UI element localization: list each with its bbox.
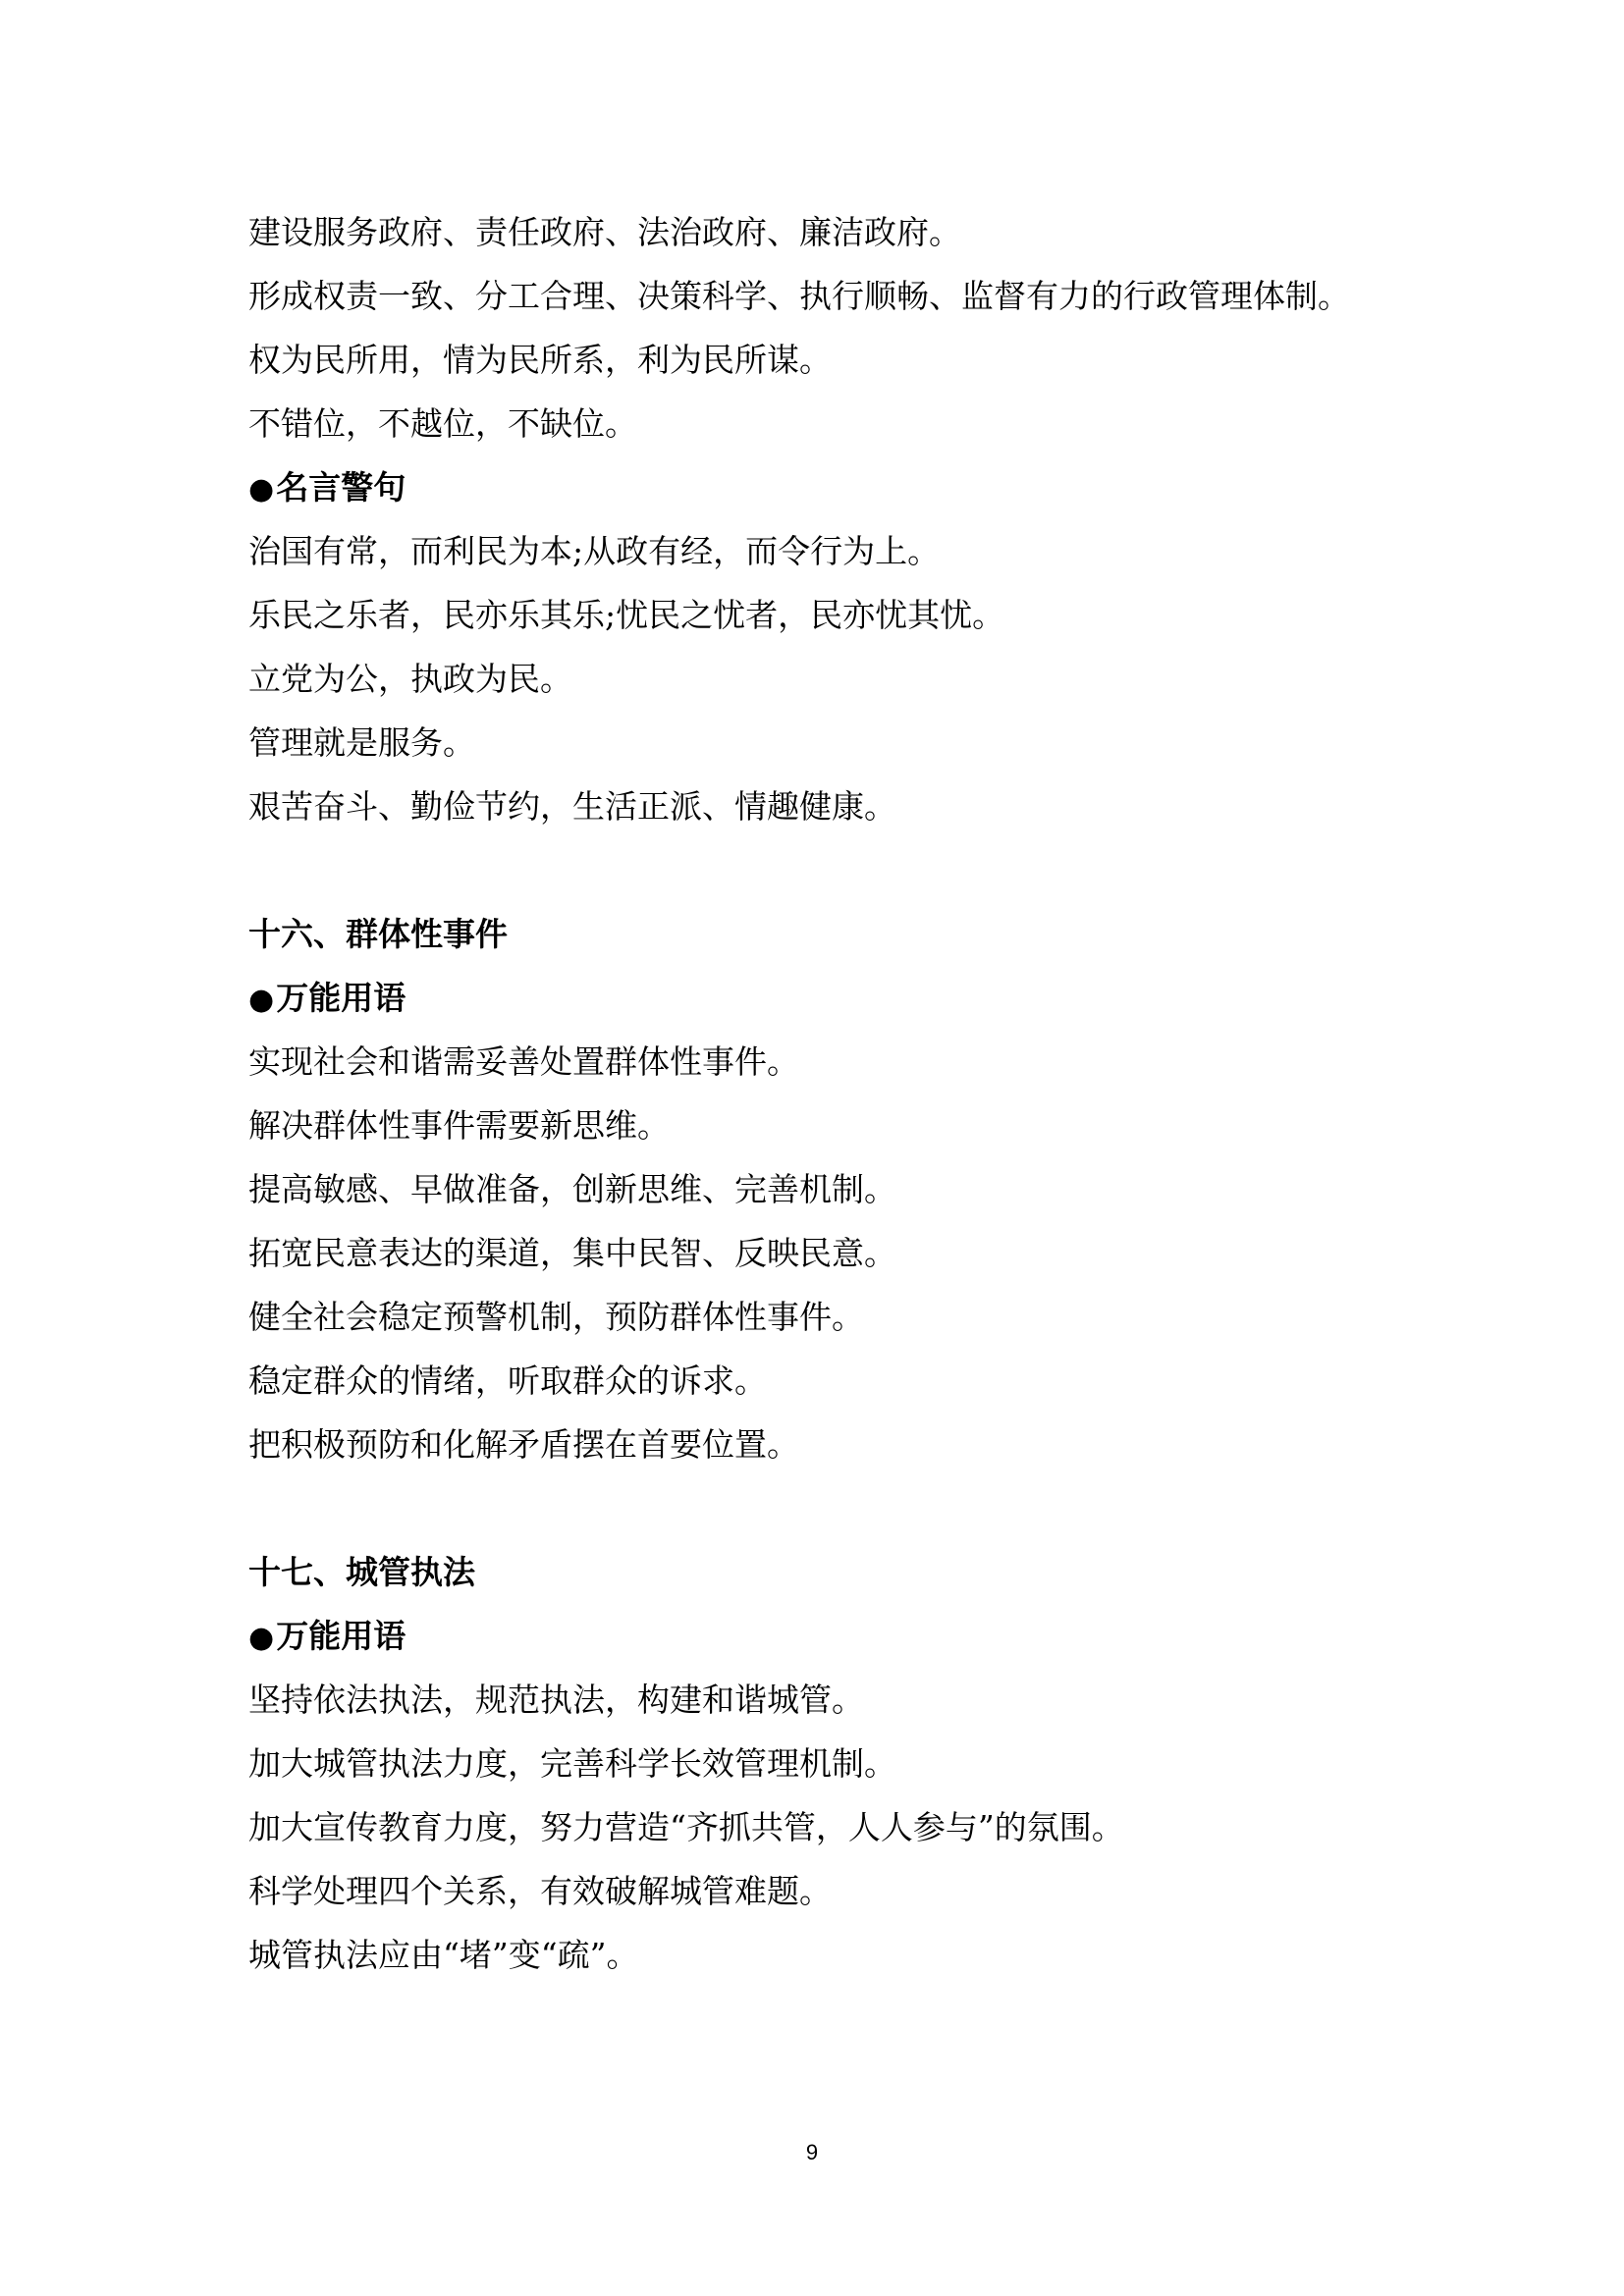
bullet-icon: ● xyxy=(248,983,275,1017)
section-spacer xyxy=(248,838,1407,902)
text-line: 权为民所用，情为民所系，利为民所谋。 xyxy=(248,341,832,379)
subheading-label: 万能用语 xyxy=(276,1617,406,1655)
text-line: 把积极预防和化解矛盾摆在首要位置。 xyxy=(248,1425,799,1464)
quotes-heading-label: 名言警句 xyxy=(276,468,406,507)
text-line: 提高敏感、早做准备，创新思维、完善机制。 xyxy=(248,1170,896,1208)
quote-line: 治国有常，而利民为本;从政有经，而令行为上。 xyxy=(248,532,941,570)
page-number: 9 xyxy=(805,2140,819,2164)
section-16-subheading xyxy=(248,966,1407,1030)
text-line: 坚持依法执法，规范执法，构建和谐城管。 xyxy=(248,1681,864,1719)
text-line: 建设服务政府、责任政府、法治政府、廉洁政府。 xyxy=(248,213,961,251)
quote-line: 管理就是服务。 xyxy=(248,723,475,762)
text-line: 稳定群众的情绪，听取群众的诉求。 xyxy=(248,1362,767,1400)
quote-line: 乐民之乐者，民亦乐其乐;忧民之忧者，民亦忧其忧。 xyxy=(248,596,1005,634)
bullet-icon: ● xyxy=(248,1621,275,1655)
section-17-subheading xyxy=(248,1604,1407,1668)
section-spacer xyxy=(248,1476,1407,1540)
text-line: 不错位，不越位，不缺位。 xyxy=(248,404,637,443)
text-line: 解决群体性事件需要新思维。 xyxy=(248,1106,670,1145)
text-line: 加大宣传教育力度，努力营造“齐抓共管，人人参与”的氛围。 xyxy=(248,1808,1124,1846)
document-body xyxy=(248,200,1407,1987)
text-line: 形成权责一致、分工合理、决策科学、执行顺畅、监督有力的行政管理体制。 xyxy=(248,277,1350,315)
text-line: 科学处理四个关系，有效破解城管难题。 xyxy=(248,1872,832,1910)
text-line: 实现社会和谐需妥善处置群体性事件。 xyxy=(248,1042,799,1081)
quote-line: 立党为公，执政为民。 xyxy=(248,660,572,698)
section-17-title: 十七、城管执法 xyxy=(248,1553,475,1591)
text-line: 健全社会稳定预警机制，预防群体性事件。 xyxy=(248,1298,864,1336)
text-line: 拓宽民意表达的渠道，集中民智、反映民意。 xyxy=(248,1234,896,1272)
subheading-label: 万能用语 xyxy=(276,979,406,1017)
quote-line: 艰苦奋斗、勤俭节约，生活正派、情趣健康。 xyxy=(248,787,896,826)
quotes-heading xyxy=(248,455,1407,519)
text-line: 城管执法应由“堵”变“疏”。 xyxy=(248,1936,639,1974)
text-line: 加大城管执法力度，完善科学长效管理机制。 xyxy=(248,1744,896,1783)
section-16-title: 十六、群体性事件 xyxy=(248,915,508,953)
bullet-icon: ● xyxy=(248,472,275,507)
